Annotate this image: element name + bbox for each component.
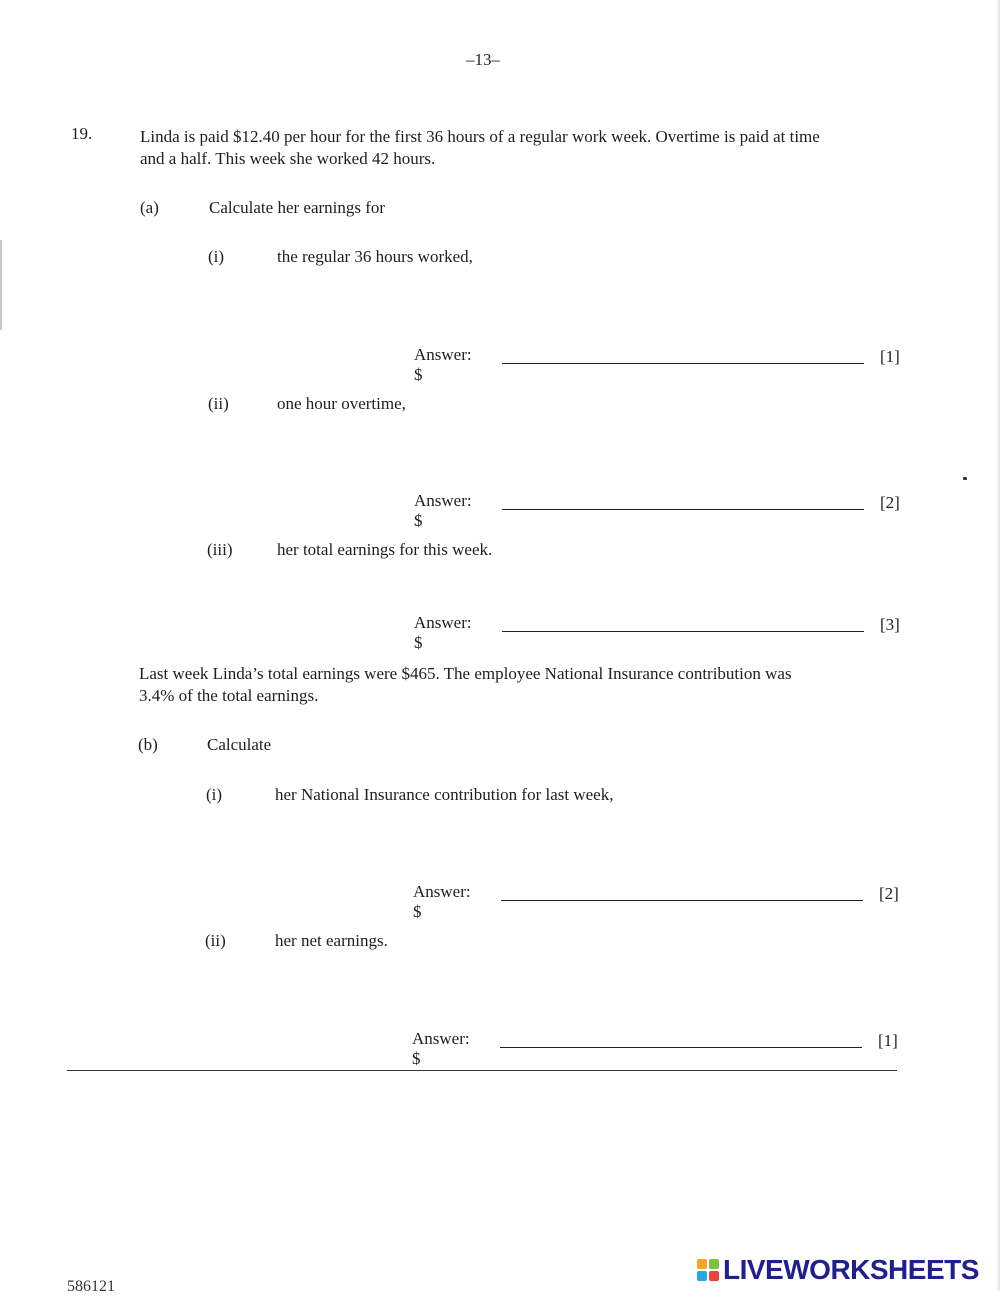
part-a-prompt: Calculate her earnings for bbox=[209, 198, 386, 217]
middle-text-line-2: 3.4% of the total earnings. bbox=[139, 686, 319, 705]
section-divider bbox=[67, 1070, 897, 1071]
answer-input-a-iii[interactable] bbox=[502, 631, 864, 632]
question-intro-line-2: and a half. This week she worked 42 hours. bbox=[140, 149, 436, 168]
answer-label: Answer: $ bbox=[412, 1029, 470, 1068]
part-a-ii-label: (ii) bbox=[208, 394, 229, 413]
answer-input-a-ii[interactable] bbox=[502, 509, 864, 510]
marks: [3] bbox=[880, 615, 900, 634]
answer-label: Answer: $ bbox=[413, 882, 471, 921]
middle-text-line-1: Last week Linda’s total earnings were $465. The employee National Insurance contribution was bbox=[139, 664, 792, 683]
answer-label: Answer: $ bbox=[414, 345, 472, 384]
part-b-i-text: her National Insurance contribution for last week, bbox=[275, 785, 614, 804]
scan-edge bbox=[996, 0, 1000, 1291]
part-a-iii-label: (iii) bbox=[207, 540, 233, 559]
brand-name: LIVEWORKSHEETS bbox=[723, 1254, 979, 1285]
answer-input-b-i[interactable] bbox=[501, 900, 863, 901]
marks: [2] bbox=[879, 884, 899, 903]
answer-label: Answer: $ bbox=[414, 491, 472, 530]
liveworksheets-logo-icon bbox=[697, 1259, 719, 1281]
answer-label: Answer: $ bbox=[414, 613, 472, 652]
scan-edge-left bbox=[0, 240, 2, 330]
logo-tile bbox=[697, 1259, 707, 1269]
part-a-i-label: (i) bbox=[208, 247, 225, 266]
part-b-label: (b) bbox=[138, 735, 158, 754]
logo-tile bbox=[709, 1259, 719, 1269]
logo-tile bbox=[697, 1271, 707, 1281]
question-intro-line-1: Linda is paid $12.40 per hour for the first 36 hours of a regular work week. Overtime is paid at time bbox=[140, 127, 820, 146]
page-number: –13– bbox=[466, 50, 500, 69]
marks: [1] bbox=[878, 1031, 898, 1050]
part-b-ii-label: (ii) bbox=[205, 931, 226, 950]
answer-input-b-ii[interactable] bbox=[500, 1047, 862, 1048]
marks: [1] bbox=[880, 347, 900, 366]
question-number: 19. bbox=[71, 124, 93, 143]
answer-input-a-i[interactable] bbox=[502, 363, 864, 364]
logo-tile bbox=[709, 1271, 719, 1281]
part-b-ii-text: her net earnings. bbox=[275, 931, 388, 950]
part-a-ii-text: one hour overtime, bbox=[277, 394, 406, 413]
part-b-prompt: Calculate bbox=[207, 735, 272, 754]
part-a-label: (a) bbox=[140, 198, 159, 217]
part-a-i-text: the regular 36 hours worked, bbox=[277, 247, 473, 266]
part-b-i-label: (i) bbox=[206, 785, 223, 804]
liveworksheets-brand[interactable] bbox=[697, 1255, 979, 1285]
footer-code: 586121 bbox=[67, 1278, 115, 1295]
marks: [2] bbox=[880, 493, 900, 512]
scan-speck bbox=[963, 477, 967, 480]
part-a-iii-text: her total earnings for this week. bbox=[277, 540, 493, 559]
